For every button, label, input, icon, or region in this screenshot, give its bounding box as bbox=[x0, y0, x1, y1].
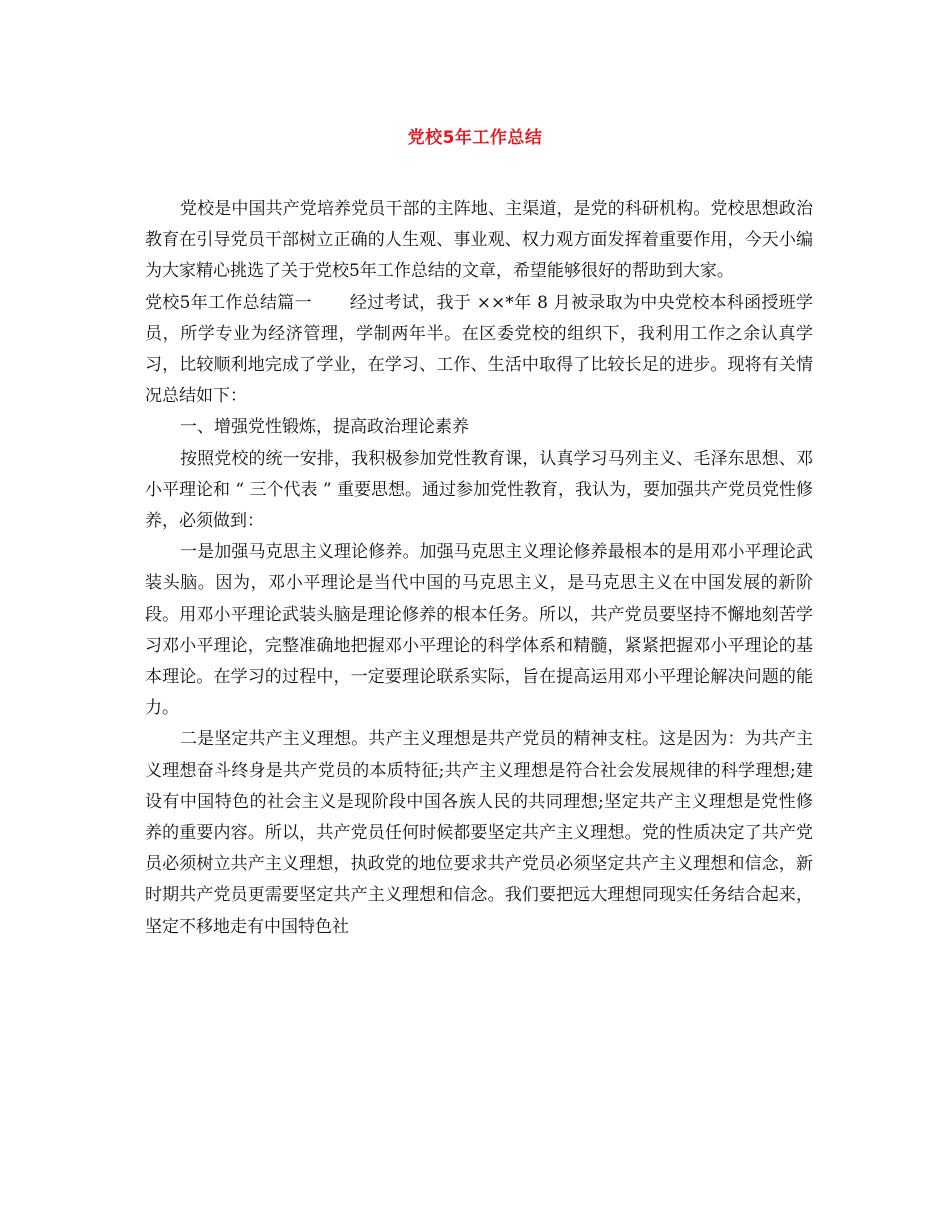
section-paragraph bbox=[145, 288, 813, 413]
body-paragraph: 一是加强马克思主义理论修养。加强马克思主义理论修养最根本的是用邓小平理论武装头脑。因为，邓小平理论是当代中国的马克思主义，是马克思主义在中国发展的新阶段。用邓小平理论武装头脑是理论修养的根本任务。所以，共产党员要坚持不懈地刻苦学习邓小平理论，完整准确地把握邓小平理论的科学体系和精髓，紧紧把握邓小平理论的基本理论。在学习的过程中，一定要理论联系实际，旨在提高运用邓小平理论解决问题的能力。 bbox=[145, 542, 813, 719]
section-title: 党校5年工作总结篇一 bbox=[145, 292, 312, 313]
section-text: 经过考试，我于 ××*年 8 月被录取为中央党校本科函授班学员，所学专业为经济管理，学制两年半。在区委党校的组织下，我利用工作之余认真学习，比较顺利地完成了学业，在学习、工作、生活中取得了比较长足的进步。现将有关情况总结如下： bbox=[145, 292, 813, 407]
body-paragraph: 二是坚定共产主义理想。共产主义理想是共产党员的精神支柱。这是因为：为共产主义理想奋斗终身是共产党员的本质特征;共产主义理想是符合社会发展规律的科学理想;建设有中国特色的社会主义是现阶段中国各族人民的共同理想;坚定共产主义理想是党性修养的重要内容。所以，共产党员任何时候都要坚定共产主义理想。党的性质决定了共产党员必须树立共产主义理想，执政党的地位要求共产党员必须坚定共产主义理想和信念，新时期共产党员更需要坚定共产主义理想和信念。我们要把远大理想同现实任务结合起来，坚定不移地走有中国特色社 bbox=[145, 729, 813, 937]
document-body bbox=[145, 194, 813, 943]
intro-paragraph: 党校是中国共产党培养党员干部的主阵地、主渠道，是党的科研机构。党校思想政治教育在引导党员干部树立正确的人生观、事业观、权力观方面发挥着重要作用，今天小编为大家精心挑选了关于党校5年工作总结的文章，希望能够很好的帮助到大家。 bbox=[145, 199, 813, 282]
document-title: 党校5年工作总结 bbox=[407, 128, 543, 148]
body-paragraph: 按照党校的统一安排，我积极参加党性教育课，认真学习马列主义、毛泽东思想、邓小平理论和 “ 三个代表 ” 重要思想。通过参加党性教育，我认为，要加强共产党员党性修养，必须做到： bbox=[145, 448, 813, 532]
heading-paragraph: 一、增强党性锻炼，提高政治理论素养 bbox=[180, 417, 469, 438]
